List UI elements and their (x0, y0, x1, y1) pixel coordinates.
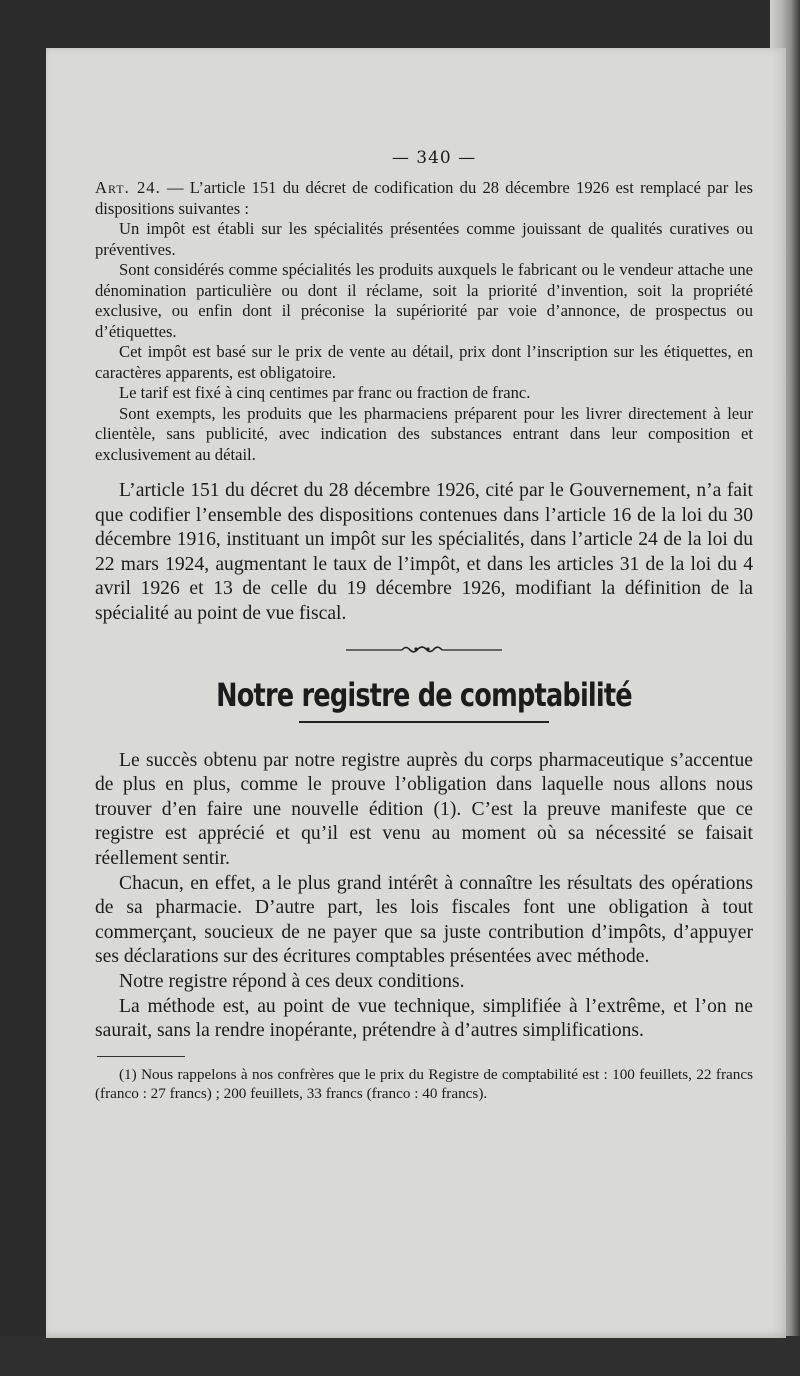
article-paragraph-3: Cet impôt est basé sur le prix de vente au détail, prix dont l’inscription sur les étiquettes, en caractères apparents, est obligatoire. (95, 342, 753, 382)
page-content (95, 148, 753, 1103)
ornament-divider (344, 643, 504, 655)
article-label: Art. 24. (95, 178, 161, 197)
article-paragraph-1: Un impôt est établi sur les spécialités présentées comme jouissant de qualités curatives ou préventives. (95, 219, 753, 259)
article-paragraph-5: Sont exempts, les produits que les pharmaciens préparent pour les livrer directement à leur clientèle, sans publicité, avec indication des substances entrant dans leur composition et exclusivement au détail. (95, 403, 753, 464)
article-block (95, 178, 753, 465)
footnote: (1) Nous rappelons à nos confrères que le prix du Registre de comptabilité est : 100 feuillets, 22 francs (franco : 27 francs) ; 200 feuillets, 33 francs (franco : 40 francs). (95, 1065, 753, 1102)
section-paragraph-2: Chacun, en effet, a le plus grand intérêt à connaître les résultats des opérations de sa pharmacie. D’autre part, les lois fiscales font une obligation à tout commerçant, soucieux de ne payer que sa juste contribution d’impôts, d’appuyer ses déclarations sur des écritures comptables présentées avec méthode. (95, 872, 753, 968)
page-number: — 340 — (391, 148, 477, 168)
article-paragraph-4: Le tarif est fixé à cinq centimes par franc ou fraction de franc. (119, 383, 531, 402)
section-paragraph-1: Le succès obtenu par notre registre auprès du corps pharmaceutique s’accentue de plus en plus, comme le prouve l’obligation dans laquelle nous allons nous trouver d’en faire une nouvelle édition (1). C’est la preuve manifeste que ce registre est apprécié et qu’il est venu au moment où sa nécessité se faisait réellement sentir. (95, 749, 753, 869)
section-paragraph-3: Notre registre répond à ces deux conditions. (119, 970, 465, 992)
footnote-rule (97, 1056, 185, 1057)
commentary-block (95, 479, 753, 627)
section-title: Notre registre de comptabilité (216, 675, 632, 714)
scan-edge-bottom (0, 1336, 800, 1376)
commentary-paragraph: L’article 151 du décret du 28 décembre 1926, cité par le Gouvernement, n’a fait que codifier l’ensemble des dispositions contenues dans l’article 16 de la loi du 30 décembre 1916, instituant un impôt sur les spécialités, dans l’article 24 de la loi du 22 mars 1924, augmentant le taux de l’impôt, et dans les articles 31 de la loi du 4 avril 1926 et 13 de celle du 19 décembre 1926, modifiant la définition de la spécialité au point de vue fiscal. (95, 480, 753, 624)
section-body (95, 749, 753, 1044)
section-title-rule (299, 721, 549, 723)
article-lead-paragraph (95, 178, 753, 219)
article-lead: — L’article 151 du décret de codification du 28 décembre 1926 est remplacé par les dispositions suivantes : (95, 178, 753, 218)
section-paragraph-4: La méthode est, au point de vue technique, simplifiée à l’extrême, et l’on ne saurait, sans la rendre inopérante, prétendre à d’autres simplifications. (95, 995, 753, 1042)
article-paragraph-2: Sont considérés comme spécialités les produits auxquels le fabricant ou le vendeur attache une dénomination particulière ou dont il réclame, soit la priorité d’invention, soit la propriété exclusive, ou enfin dont il préconise la supériorité par voie d’annonce, de prospectus ou d’étiquettes. (95, 260, 753, 341)
